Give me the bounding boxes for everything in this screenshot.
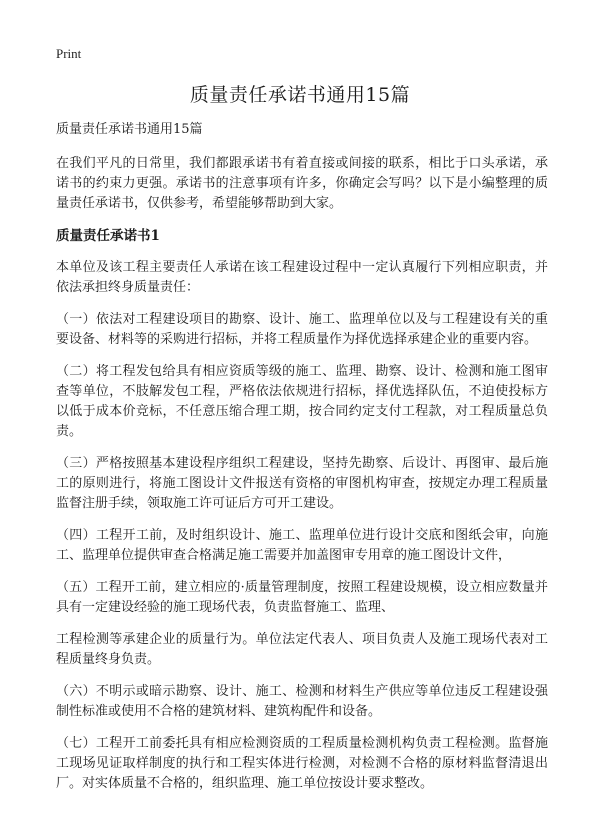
body-paragraph: （五）工程开工前，建立相应的·质量管理制度，按照工程建设规模，设立相应数量并具有一定建设经验的施工现场代表，负责监督施工、监理、	[56, 580, 548, 615]
document-body	[56, 120, 548, 806]
body-paragraph: 本单位及该工程主要责任人承诺在该工程建设过程中一定认真履行下列相应职责，并依法承担终身质量责任：	[56, 260, 548, 295]
document-subtitle: 质量责任承诺书通用15篇	[56, 122, 203, 137]
body-paragraph: 工程检测等承建企业的质量行为。单位法定代表人、项目负责人及施工现场代表对工程质量终身负责。	[56, 632, 548, 667]
body-paragraph: （二）将工程发包给具有相应资质等级的施工、监理、勘察、设计、检测和施工图审查等单位，不肢解发包工程，严格依法依规进行招标，择优选择队伍，不迫使投标方以低于成本价竞标，不任意压缩合理工期，按合同约定支付工程款，对工程质量总负责。	[56, 364, 548, 439]
body-paragraph: （六）不明示或暗示勘察、设计、施工、检测和材料生产供应等单位违反工程建设强制性标准或使用不合格的建筑材料、建筑构配件和设备。	[56, 684, 548, 719]
body-paragraph: （三）严格按照基本建设程序组织工程建设，坚持先勘察、后设计、再图审、最后施工的原则进行，将施工图设计文件报送有资格的审图机构审查，按规定办理工程质量监督注册手续，领取施工许可证后方可开工建设。	[56, 456, 548, 511]
body-paragraph: （一）依法对工程建设项目的勘察、设计、施工、监理单位以及与工程建设有关的重要设备、材料等的采购进行招标，并将工程质量作为择优选择承建企业的重要内容。	[56, 312, 548, 347]
body-paragraph: （四）工程开工前，及时组织设计、施工、监理单位进行设计交底和图纸会审，向施工、监理单位提供审查合格满足施工需要并加盖图审专用章的施工图设计文件，	[56, 528, 548, 563]
body-paragraph: （七）工程开工前委托具有相应检测资质的工程质量检测机构负责工程检测。监督施工现场见证取样制度的执行和工程实体进行检测，对检测不合格的原材料监督清退出厂。对实体质量不合格的，组织监理、施工单位按设计要求整改。	[56, 736, 548, 791]
section-heading: 质量责任承诺书1	[56, 228, 160, 244]
intro-paragraph: 在我们平凡的日常里，我们都跟承诺书有着直接或间接的联系，相比于口头承诺，承诺书的约束力更强。承诺书的注意事项有许多，你确定会写吗？以下是小编整理的质量责任承诺书，仅供参考，希望能够帮助到大家。	[56, 156, 548, 211]
print-link[interactable]: Print	[56, 46, 82, 61]
document-title: 质量责任承诺书通用15篇	[189, 84, 411, 106]
